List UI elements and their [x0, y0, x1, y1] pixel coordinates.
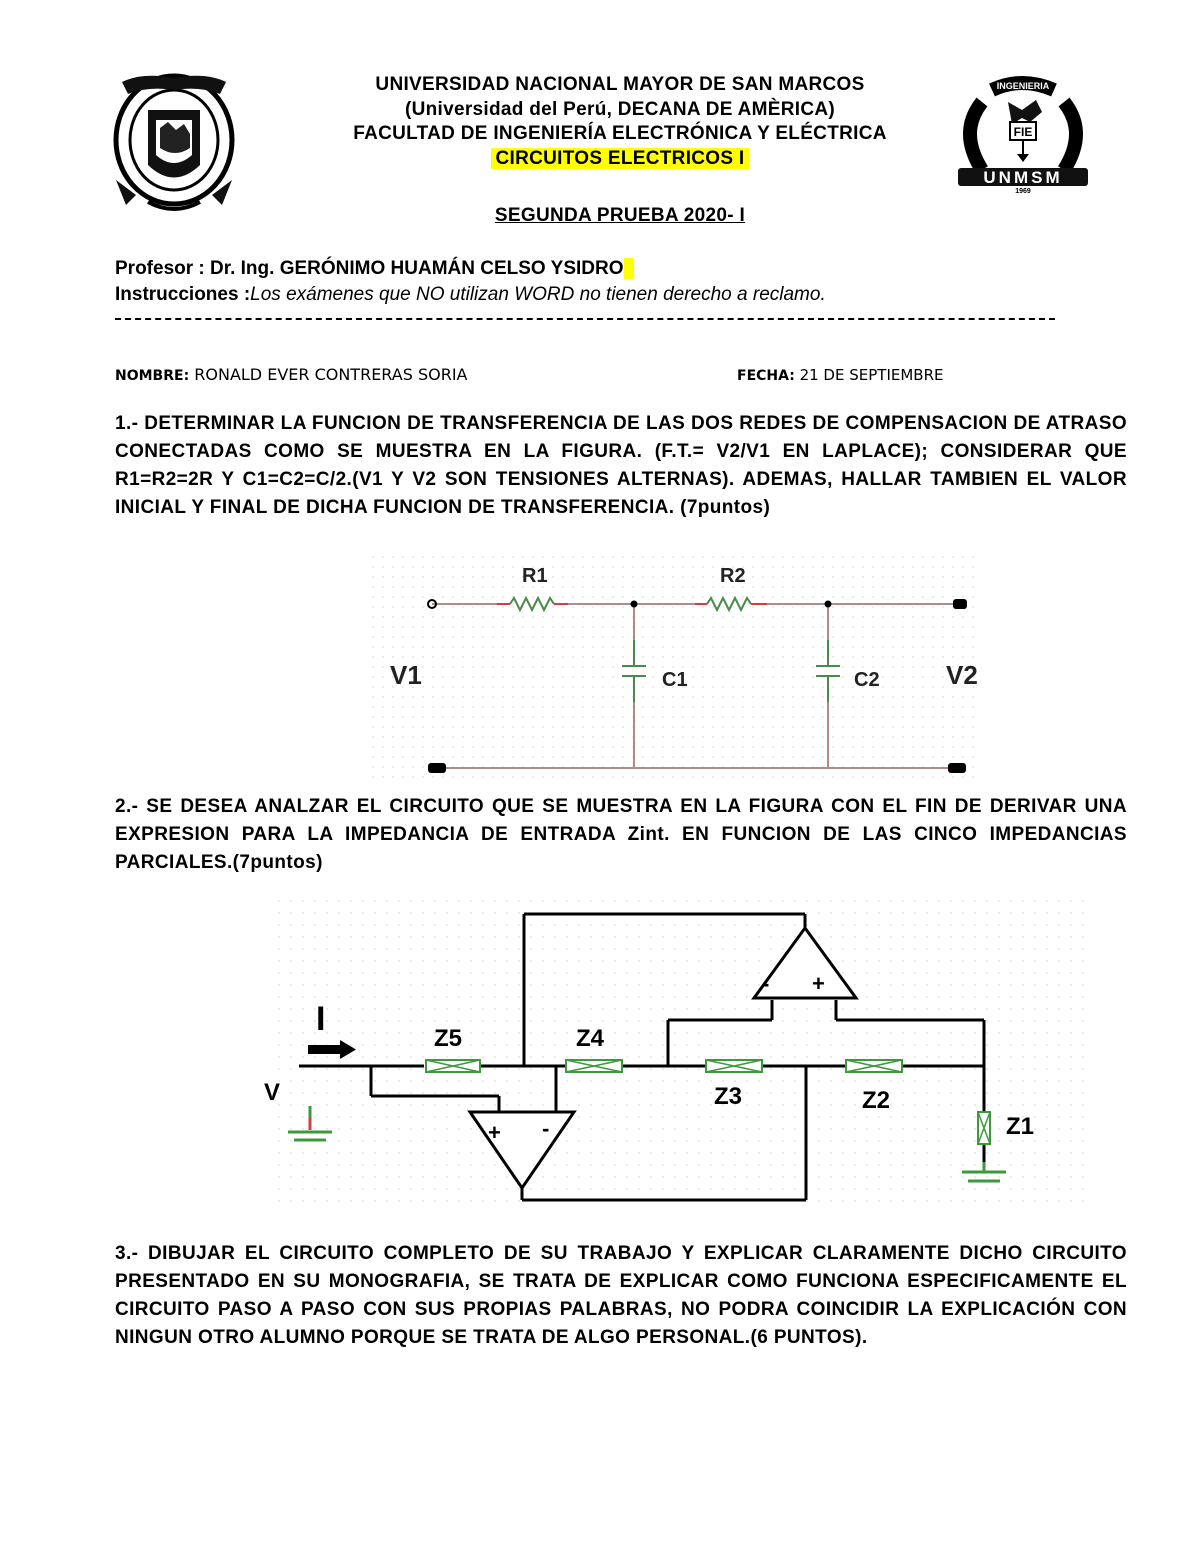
instructions-label: Instrucciones : — [115, 284, 251, 305]
label-c2: C2 — [854, 669, 880, 691]
node-dot — [825, 601, 832, 608]
terminal-v2-bottom — [948, 763, 966, 773]
exam-title: SEGUNDA PRUEBA 2020- I — [494, 205, 746, 226]
terminal-v1-bottom — [428, 763, 446, 773]
separator-line — [115, 318, 1055, 320]
figure-2-grid — [270, 900, 1094, 1210]
university-subtitle: (Universidad del Perú, DECANA DE AMÈRICA) — [404, 99, 835, 120]
label-v1: V1 — [390, 660, 422, 690]
instructions-text: Los exámenes que NO utilizan WORD no tienen derecho a reclamo. — [250, 284, 826, 305]
opamp-bottom-minus: - — [542, 1116, 550, 1141]
label-z5: Z5 — [434, 1025, 463, 1052]
node-dot — [631, 601, 638, 608]
name-value: RONALD EVER CONTRERAS SORIA — [189, 365, 468, 384]
date-line — [737, 366, 943, 384]
label-v: V — [264, 1079, 281, 1106]
professor-name: Dr. Ing. GERÓNIMO HUAMÁN CELSO YSIDRO — [210, 258, 624, 279]
professor-line — [115, 258, 634, 280]
figure-2-circuit — [254, 900, 1094, 1210]
opamp-top-minus: - — [762, 971, 770, 996]
professor-label: Profesor : — [115, 258, 211, 279]
figure-1-grid — [372, 556, 980, 780]
label-v2: V2 — [946, 660, 978, 690]
opamp-bottom-plus: + — [488, 1120, 501, 1145]
label-c1: C1 — [662, 669, 688, 691]
label-i: I — [316, 1000, 326, 1038]
date-value: 21 DE SEPTIEMBRE — [794, 366, 944, 384]
question-2: 2.- SE DESEA ANALZAR EL CIRCUITO QUE SE MUESTRA EN LA FIGURA CON EL FIN DE DERIVAR UNA EXPRESION PARA LA IMPEDANCIA DE ENTRADA Zint. EN FUNCION DE LAS CINCO IMPEDANCIAS PARCIALES.(7puntos) — [115, 796, 1127, 873]
impedance-z4 — [566, 1060, 622, 1072]
logo-text-top: INGENIERIA — [996, 81, 1050, 91]
student-name-line — [115, 365, 468, 384]
course-title: CIRCUITOS ELECTRICOS I — [491, 148, 748, 169]
label-r1: R1 — [522, 565, 548, 587]
university-name: UNIVERSIDAD NACIONAL MAYOR DE SAN MARCOS — [375, 74, 865, 95]
date-label: FECHA: — [737, 368, 795, 384]
label-z4: Z4 — [576, 1025, 605, 1052]
question-3: 3.- DIBUJAR EL CIRCUITO COMPLETO DE SU TRABAJO Y EXPLICAR CLARAMENTE DICHO CIRCUITO PRESENTADO EN SU MONOGRAFIA, SE TRATA DE EXPLICAR COMO FUNCIONA ESPECIFICAMENTE EL CIRCUITO PASO A PASO CON SUS PROPIAS PALABRAS, NO PODRA COINCIDIR LA EXPLICACIÓN CON NINGUN OTRO ALUMNO PORQUE SE TRATA DE ALGO PERSONAL.(6 PUNTOS). — [115, 1243, 1127, 1348]
figure-1-circuit — [372, 556, 980, 780]
label-z1: Z1 — [1006, 1113, 1035, 1140]
logo-year: 1969 — [1015, 188, 1031, 194]
impedance-z5 — [426, 1060, 480, 1072]
logo-text-bottom: UNMSM — [983, 168, 1063, 187]
logo-badge: FIE — [1013, 125, 1033, 139]
label-r2: R2 — [720, 565, 746, 587]
instructions-line — [115, 284, 826, 306]
label-z2: Z2 — [862, 1087, 891, 1114]
faculty-name: FACULTAD DE INGENIERÍA ELECTRÓNICA Y ELÉCTRICA — [353, 123, 887, 144]
label-z3: Z3 — [714, 1083, 743, 1110]
terminal-v2-top — [953, 599, 967, 609]
name-label: NOMBRE: — [115, 368, 190, 384]
impedance-z1 — [978, 1112, 990, 1144]
impedance-z2 — [846, 1060, 902, 1072]
opamp-top-plus: + — [812, 971, 825, 996]
question-1: 1.- DETERMINAR LA FUNCION DE TRANSFERENCIA DE LAS DOS REDES DE COMPENSACION DE ATRASO CONECTADAS COMO SE MUESTRA EN LA FIGURA. (F.T.= V2/V1 EN LAPLACE); CONSIDERAR QUE R1=R2=2R Y C1=C2=C/2.(V1 Y V2 SON TENSIONES ALTERNAS). ADEMAS, HALLAR TAMBIEN EL VALOR INICIAL Y FINAL DE DICHA FUNCION DE TRANSFERENCIA. (7puntos) — [115, 413, 1127, 518]
impedance-z3 — [706, 1060, 762, 1072]
